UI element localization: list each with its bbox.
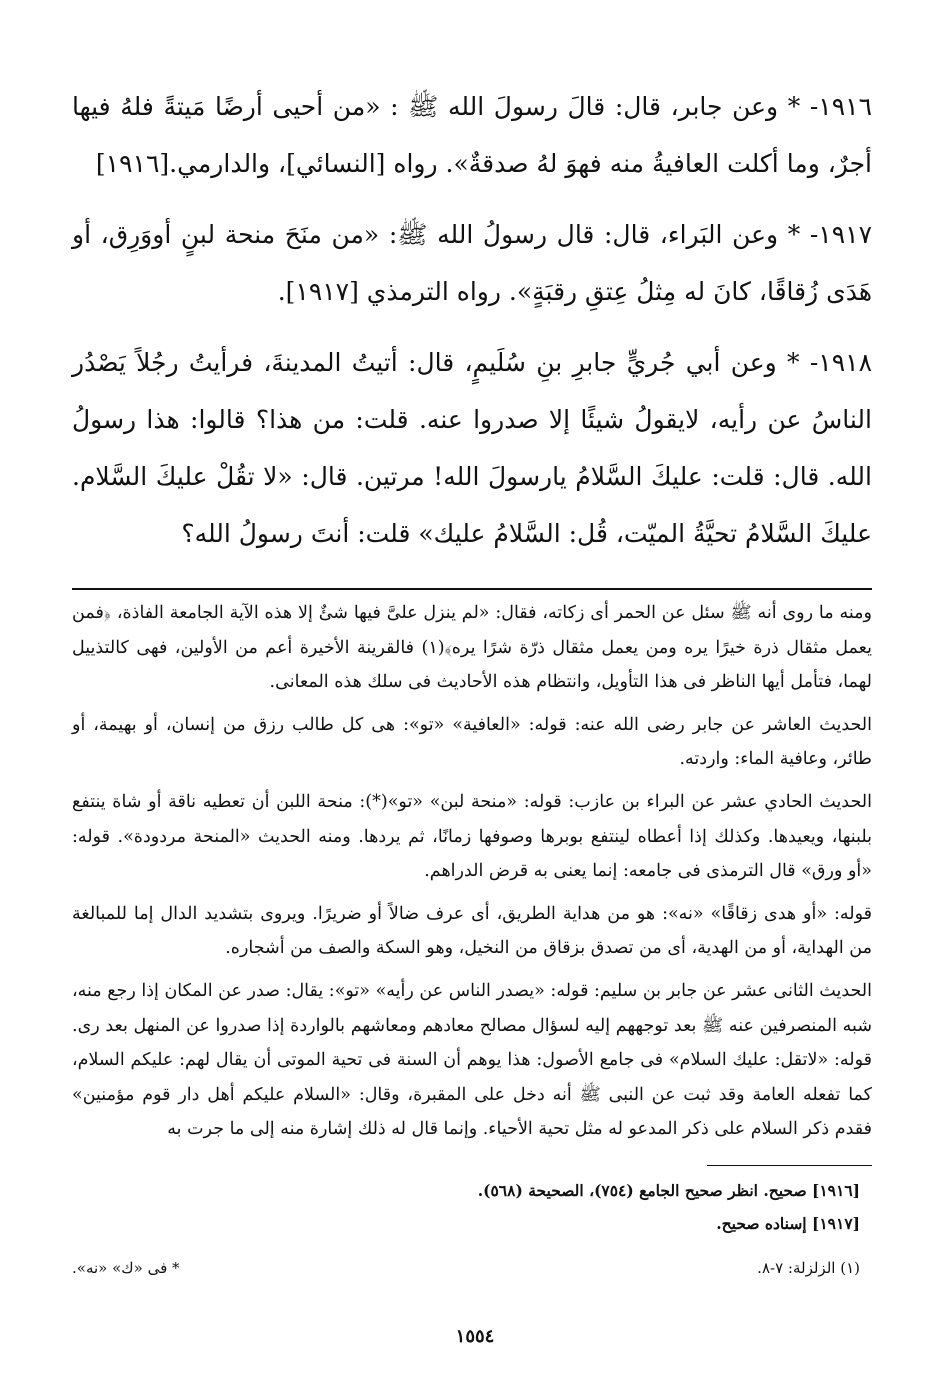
footnote-1916: [١٩١٦] صحيح. انظر صحيح الجامع (٧٥٤)، الصحيحة (٥٦٨).	[477, 1180, 860, 1200]
page-number: ١٥٥٤	[455, 1326, 495, 1347]
commentary-paragraph: الحديث الحادي عشر عن البراء بن عازب: قوله: «منحة لبن» «تو»(*): منحة اللبن أن تعطيه ناقة أو شاة ينتفع بلبنها، ويعيدها. وكذلك إذا أعطاه لينتفع بوبرها وصوفها زمانًا، ثم يردها. ومنه الحديث «المنحة مردودة». قوله: «أو ورق» قال الترمذى فى جامعه: إنما يعنى به قرض الدراهم.	[72, 791, 872, 882]
section-divider	[72, 588, 872, 590]
hadith-1918: ١٩١٨- * وعن أبي جُريٍّ جابرِ بنِ سُلَيمٍ، قال: أتيتُ المدينةَ، فرأيتُ رجُلاً يَصْدُر الناسُ عن رأيه، لايقولُ شيئًا إلا صدروا عنه. قلت: من هذا؟ قالوا: هذا رسولُ الله. قال: قلت: عليكَ السَّلامُ يارسولَ الله! مرتين. قال: «لا تقُلْ عليكَ السَّلام. عليكَ السَّلامُ تحيَّةُ الميّت، قُل: السَّلامُ عليك» قلت: أنتَ رسولُ الله؟	[72, 348, 872, 548]
verse-reference-note: (١) الزلزلة: ٧-٨.	[757, 1258, 860, 1277]
hadith-1916: ١٩١٦- * وعن جابر، قال: قالَ رسولَ الله ﷺ : «من أحيى أرضًا مَيتةً فلهُ فيها أجرٌ، وما أكلت العافيةُ منه فهوَ لهُ صدقةٌ». رواه [النسائي]، والدارمي.[١٩١٦]	[72, 92, 872, 178]
hadith-1917: ١٩١٧- * وعن البَراء، قال: قال رسولُ الله ﷺ: «من منَحَ منحة لبنٍ أووَرِق، أو هَدَى زُقاقًا، كانَ له مِثلُ عِتقِ رقبَةٍ». رواه الترمذي [١٩١٧].	[72, 220, 872, 306]
commentary-paragraph: قوله: «أو هدى زقاقًا» «نه»: هو من هداية الطريق، أى عرف ضالاً أو ضريرًا. ويروى بتشديد الدال إما للمبالغة من الهداية، أو من الهدية، أى من تصدق بزقاق من النخيل، وهو السكة والصف من أشجاره.	[72, 903, 872, 959]
commentary-paragraph: الحديث الثانى عشر عن جابر بن سليم: قوله: «يصدر الناس عن رأيه» «تو»: يقال: صدر عن المكان إذا رجع منه، شبه المنصرفين عنه ﷺ بعد توجههم إليه لسؤال مصالح معادهم ومعاشهم بالواردة إذا صدروا عن المنهل بعد رى. قوله: «لاتقل: عليك السلام» فى جامع الأصول: هذا يوهم أن السنة فى تحية الموتى أن يقال لهم: عليكم السلام، كما تفعله العامة وقد ثبت عن النبى ﷺ أنه دخل على المقبرة، وقال: «السلام عليكم أهل دار قوم مؤمنين» فقدم ذكر السلام على ذكر المدعو له مثل تحية الأحياء. وإنما قال له ذلك إشارة منه إلى ما جرت به	[71, 980, 872, 1140]
hadith-text-section	[72, 78, 872, 562]
footnote-1917: [١٩١٧] إسناده صحيح.	[716, 1213, 860, 1233]
manuscript-note: * فى «ك» «نه».	[72, 1258, 180, 1277]
commentary-paragraph: الحديث العاشر عن جابر رضى الله عنه: قوله: «العافية» «تو»: هى كل طالب رزق من إنسان، أو بهيمة، أو طائر، وعافية الماء: واردته.	[72, 714, 872, 770]
notes-row	[72, 1254, 872, 1282]
footnote-rule	[707, 1165, 872, 1166]
footnotes	[72, 1174, 872, 1240]
commentary-section	[72, 596, 872, 1147]
commentary-paragraph: ومنه ما روى أنه ﷺ سئل عن الحمر أى زكاته، فقال: «لم ينزل علىَّ فيها شئٌ إلا هذه الآية الجامعة الفاذة، ﴿فمن يعمل مثقال ذرة خيرًا يره ومن يعمل مثقال ذرّة شرًا يره﴾(١) فالقرينة الأخيرة أعم من الأولين، فهى كالتذييل لهما، فتأمل أيها الناظر فى هذا التأويل، وانتظام هذه الأحاديث فى سلك هذه المعانى.	[72, 603, 872, 693]
